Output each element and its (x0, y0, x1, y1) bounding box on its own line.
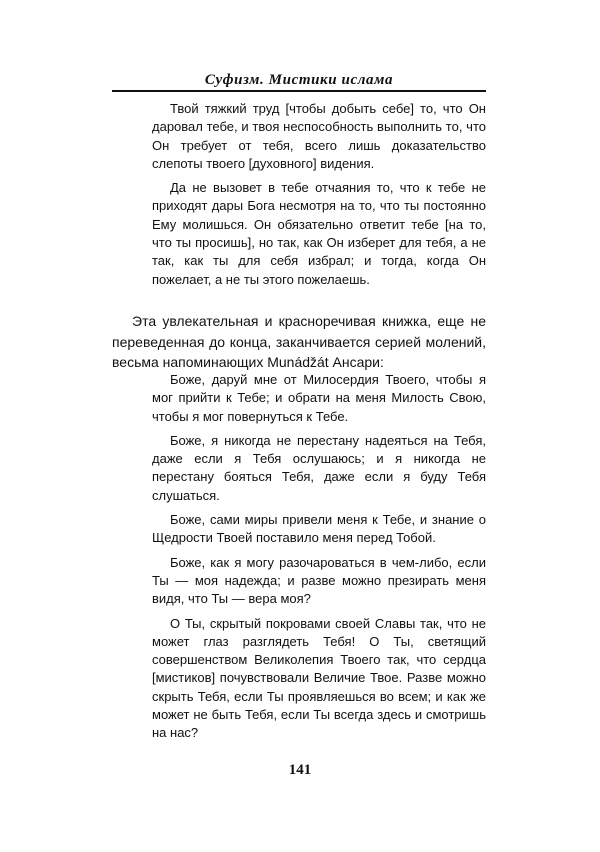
quote-block-2 (152, 371, 486, 749)
header-rule (112, 90, 486, 92)
running-head-title: Суфизм. Мистики ислама (204, 72, 394, 88)
quote-paragraph: Боже, как я могу разочароваться в чем-либо, если Ты — моя надежда; и разве можно презирать меня видя, что Ты — вера моя? (152, 554, 486, 607)
quote-paragraph: Боже, сами миры привели меня к Тебе, и знание о Щедрости Твоей поставило меня перед Тобой. (152, 512, 486, 546)
quote-block-1 (152, 100, 486, 295)
quote-paragraph: Боже, я никогда не перестану надеяться на Тебя, даже если я Тебя ослушаюсь; и я никогда не перестану бояться Тебя, даже если я буду Тебя слушаться. (152, 432, 486, 503)
quote-paragraph: Да не вызовет в тебе отчаяния то, что к тебе не приходят дары Бога несмотря на то, что ты постоянно Ему молишься. Он обязательно ответит тебе [на то, что ты просишь], но так, как Он изберет для тебя, а не так, как ты для себя избрал; и тогда, когда Он пожелает, а не ты этого пожелаешь. (152, 180, 486, 287)
main-text (112, 311, 486, 373)
quote-paragraph: Боже, даруй мне от Милосердия Твоего, чтобы я мог прийти к Тебе; и обрати на меня Милость Свою, чтобы я мог повернуться к Тебе. (152, 372, 486, 424)
page-number: 141 (288, 762, 312, 778)
quote-paragraph: О Ты, скрытый покровами своей Славы так, что не может глаз разглядеть Тебя! О Ты, светящий совершенством Великолепия Твоего так, что сердца [мистиков] почувствовали Величие Твое. Разве можно скрыть Тебя, если Ты проявляешься во всем; и как же может не быть Тебя, если Ты всегда здесь и смотришь на нас? (152, 615, 486, 741)
quote-paragraph: Твой тяжкий труд [чтобы добыть себе] то, что Он даровал тебе, и твоя неспособность выполнить то, что Он требует от тебя, всего лишь доказательство слепоты твоего [духовного] видения. (152, 101, 486, 171)
body-paragraph: Эта увлекательная и красноречивая книжка, еще не переведенная до конца, заканчивается серией молений, весьма напоминающих Munáǆát Ансари: (112, 313, 486, 370)
